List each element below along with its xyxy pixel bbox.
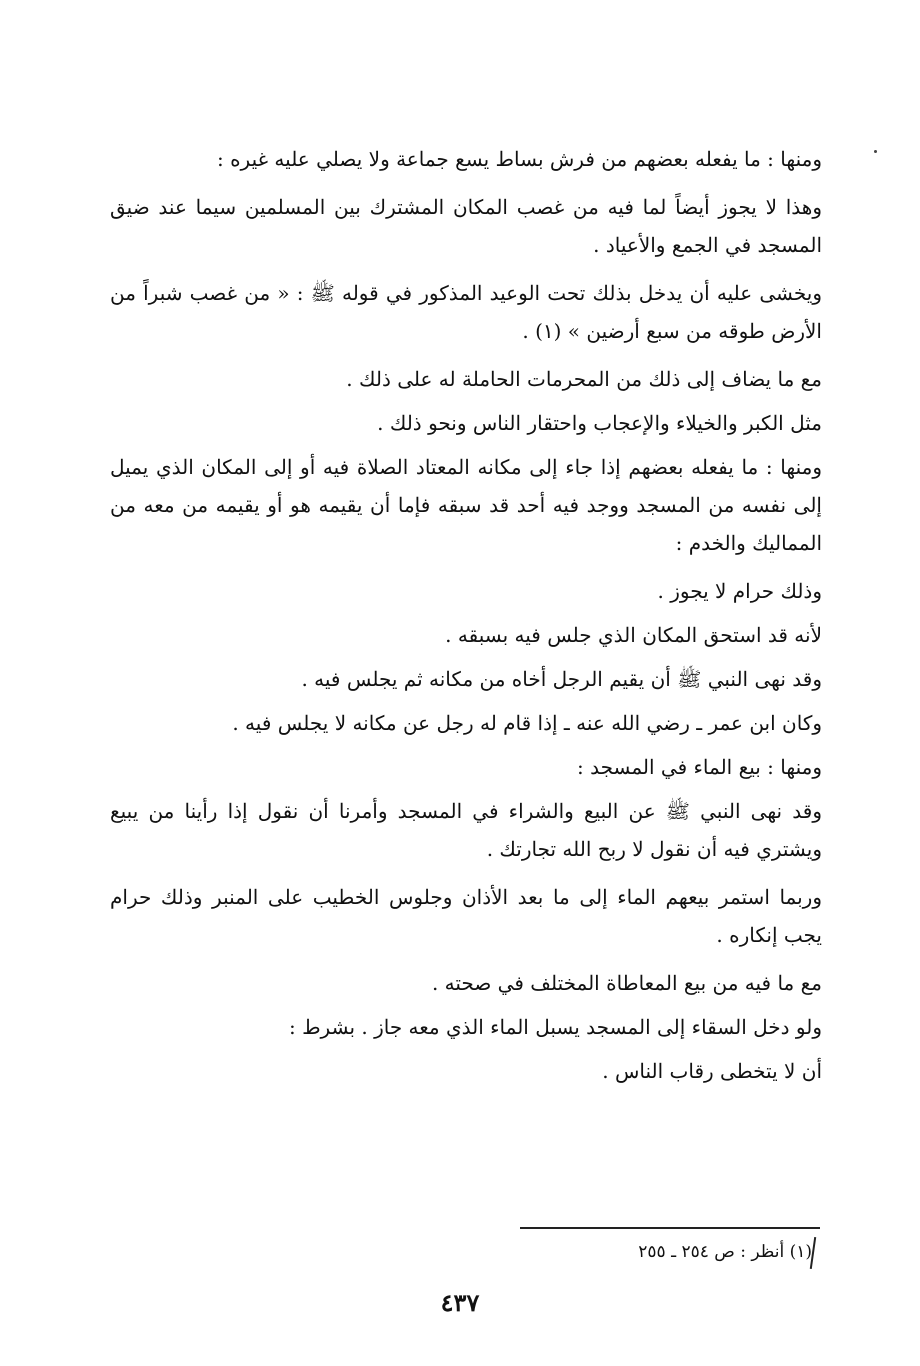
scan-speck (874, 150, 877, 153)
footnote: (١) أنظر : ص ٢٥٤ ـ ٢٥٥ (638, 1242, 812, 1262)
paragraph-14: مع ما فيه من بيع المعاطاة المختلف في صحته . (431, 971, 822, 995)
paragraph-12: وقد نهى النبي ﷺ عن البيع والشراء في المسجد وأمرنا أن نقول إذا رأينا من يبيع ويشتري فيه أن نقول لا ربح الله تجارتك . (110, 799, 822, 861)
footnote-divider (520, 1227, 820, 1229)
paragraph-15: ولو دخل السقاء إلى المسجد يسبل الماء الذي معه جاز . بشرط : (288, 1015, 822, 1039)
paragraph-8: لأنه قد استحق المكان الذي جلس فيه بسبقه . (445, 623, 822, 647)
paragraph-7: وذلك حرام لا يجوز . (657, 579, 822, 603)
paragraph-1: ومنها : ما يفعله بعضهم من فرش بساط يسع جماعة ولا يصلي عليه غيره : (216, 147, 822, 171)
paragraph-13: وربما استمر بيعهم الماء إلى ما بعد الأذان وجلوس الخطيب على المنبر وذلك حرام يجب إنكاره . (110, 885, 823, 947)
paragraph-5: مثل الكبر والخيلاء والإعجاب واحتقار الناس ونحو ذلك . (377, 411, 822, 435)
paragraph-11: ومنها : بيع الماء في المسجد : (577, 755, 822, 779)
paragraph-2: وهذا لا يجوز أيضاً لما فيه من غصب المكان المشترك بين المسلمين سيما عند ضيق المسجد في الجمع والأعياد . (110, 195, 822, 257)
paragraph-4: مع ما يضاف إلى ذلك من المحرمات الحاملة له على ذلك . (346, 367, 822, 391)
page-number: ٤٣٧ (440, 1288, 480, 1317)
paragraph-3: ويخشى عليه أن يدخل بذلك تحت الوعيد المذكور في قوله ﷺ : « من غصب شبراً من الأرض طوقه من سبع أرضين » (١) . (110, 281, 822, 343)
paragraph-6: ومنها : ما يفعله بعضهم إذا جاء إلى مكانه المعتاد الصلاة فيه أو إلى المكان الذي يميل إلى نفسه من المسجد ووجد فيه أحد قد سبقه فإما أن يقيمه هو أو يقيمه من معه من المماليك والخدم : (110, 455, 822, 555)
main-text (110, 140, 822, 1096)
paragraph-10: وكان ابن عمر ـ رضي الله عنه ـ إذا قام له رجل عن مكانه لا يجلس فيه . (232, 711, 822, 735)
paragraph-16: أن لا يتخطى رقاب الناس . (602, 1059, 822, 1083)
paragraph-9: وقد نهى النبي ﷺ أن يقيم الرجل أخاه من مكانه ثم يجلس فيه . (301, 667, 822, 691)
